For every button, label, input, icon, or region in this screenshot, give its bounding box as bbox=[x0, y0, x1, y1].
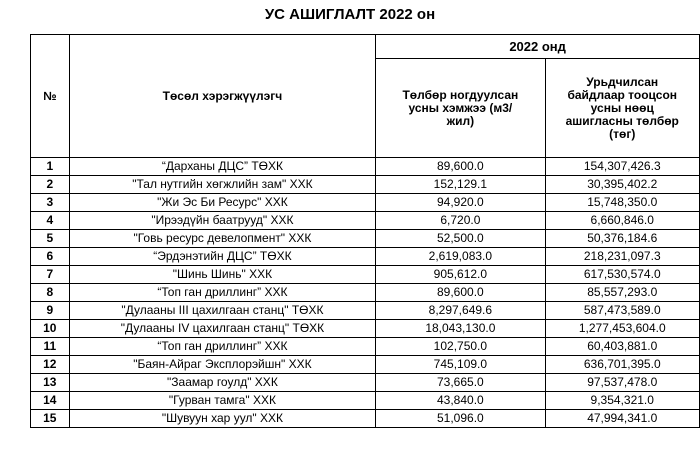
row-name: "Баян-Айраг Эксплорэйшн" ХХК bbox=[69, 356, 376, 374]
water-usage-table bbox=[30, 34, 700, 428]
row-fee: 60,403,881.0 bbox=[545, 338, 700, 356]
row-fee: 85,557,293.0 bbox=[545, 284, 700, 302]
row-number: 13 bbox=[31, 374, 70, 392]
row-fee: 218,231,097.3 bbox=[545, 248, 700, 266]
row-volume: 52,500.0 bbox=[376, 230, 545, 248]
row-volume: 89,600.0 bbox=[376, 284, 545, 302]
row-number: 8 bbox=[31, 284, 70, 302]
table-row bbox=[31, 194, 700, 212]
table-body bbox=[31, 158, 700, 428]
row-volume: 152,129.1 bbox=[376, 176, 545, 194]
row-number: 11 bbox=[31, 338, 70, 356]
row-fee: 47,994,341.0 bbox=[545, 410, 700, 428]
row-number: 7 bbox=[31, 266, 70, 284]
row-name: "Ирээдүйн баатрууд" ХХК bbox=[69, 212, 376, 230]
table-row bbox=[31, 356, 700, 374]
row-volume: 18,043,130.0 bbox=[376, 320, 545, 338]
table-row bbox=[31, 266, 700, 284]
column-header-fee bbox=[545, 59, 700, 158]
row-name: "Дулааны III цахилгаан станц" ТӨХК bbox=[69, 302, 376, 320]
row-number: 4 bbox=[31, 212, 70, 230]
row-volume: 102,750.0 bbox=[376, 338, 545, 356]
row-name: “Эрдэнэтийн ДЦС” ТӨХК bbox=[69, 248, 376, 266]
row-fee: 9,354,321.0 bbox=[545, 392, 700, 410]
row-number: 5 bbox=[31, 230, 70, 248]
row-name: "Шувуун хар уул" ХХК bbox=[69, 410, 376, 428]
column-header-volume bbox=[376, 59, 545, 158]
row-volume: 94,920.0 bbox=[376, 194, 545, 212]
table-row bbox=[31, 284, 700, 302]
row-number: 1 bbox=[31, 158, 70, 176]
row-fee: 154,307,426.3 bbox=[545, 158, 700, 176]
row-volume: 51,096.0 bbox=[376, 410, 545, 428]
table-row bbox=[31, 374, 700, 392]
row-volume: 2,619,083.0 bbox=[376, 248, 545, 266]
row-volume: 745,109.0 bbox=[376, 356, 545, 374]
row-volume: 905,612.0 bbox=[376, 266, 545, 284]
row-number: 15 bbox=[31, 410, 70, 428]
row-number: 10 bbox=[31, 320, 70, 338]
row-volume: 43,840.0 bbox=[376, 392, 545, 410]
row-name: "Говь ресурс девелопмент" ХХК bbox=[69, 230, 376, 248]
table-row bbox=[31, 410, 700, 428]
row-fee: 617,530,574.0 bbox=[545, 266, 700, 284]
row-name: "Заамар гоулд" ХХК bbox=[69, 374, 376, 392]
row-volume: 8,297,649.6 bbox=[376, 302, 545, 320]
row-number: 9 bbox=[31, 302, 70, 320]
column-header-volume-text: Төлбөр ногдуулсан усны хэмжээ (м3/жил) bbox=[402, 87, 519, 128]
row-fee: 636,701,395.0 bbox=[545, 356, 700, 374]
row-volume: 73,665.0 bbox=[376, 374, 545, 392]
page-title: УС АШИГЛАЛТ 2022 он bbox=[264, 6, 436, 23]
table-row bbox=[31, 320, 700, 338]
table-row bbox=[31, 158, 700, 176]
table-row bbox=[31, 212, 700, 230]
row-fee: 6,660,846.0 bbox=[545, 212, 700, 230]
table-header bbox=[31, 35, 700, 158]
row-name: "Шинь Шинь" ХХК bbox=[69, 266, 376, 284]
row-fee: 30,395,402.2 bbox=[545, 176, 700, 194]
table-row bbox=[31, 338, 700, 356]
row-fee: 97,537,478.0 bbox=[545, 374, 700, 392]
table-row bbox=[31, 176, 700, 194]
row-fee: 587,473,589.0 bbox=[545, 302, 700, 320]
row-name: "Дулааны IV цахилгаан станц" ТӨХК bbox=[69, 320, 376, 338]
row-number: 3 bbox=[31, 194, 70, 212]
column-header-num: № bbox=[31, 35, 70, 158]
row-fee: 50,376,184.6 bbox=[545, 230, 700, 248]
column-header-fee-text: Урьдчилсан байдлаар тооцсон усны нөөц ашигласны төлбөр (төг) bbox=[565, 74, 679, 141]
row-volume: 89,600.0 bbox=[376, 158, 545, 176]
row-name: “Топ ган дриллинг” ХХК bbox=[69, 338, 376, 356]
row-fee: 1,277,453,604.0 bbox=[545, 320, 700, 338]
row-name: "Тал нутгийн хөгжлийн зам" ХХК bbox=[69, 176, 376, 194]
row-name: "Гурван тамга" ХХК bbox=[69, 392, 376, 410]
table-row bbox=[31, 302, 700, 320]
row-fee: 15,748,350.0 bbox=[545, 194, 700, 212]
table-row bbox=[31, 230, 700, 248]
column-group-year: 2022 онд bbox=[376, 35, 700, 59]
row-number: 2 bbox=[31, 176, 70, 194]
row-volume: 6,720.0 bbox=[376, 212, 545, 230]
row-name: “Дарханы ДЦС” ТӨХК bbox=[69, 158, 376, 176]
row-name: "Жи Эс Би Ресурс" ХХК bbox=[69, 194, 376, 212]
table-row bbox=[31, 392, 700, 410]
row-number: 14 bbox=[31, 392, 70, 410]
row-name: “Топ ган дриллинг” ХХК bbox=[69, 284, 376, 302]
table-row bbox=[31, 248, 700, 266]
column-header-name: Төсөл хэрэгжүүлэгч bbox=[69, 35, 376, 158]
row-number: 6 bbox=[31, 248, 70, 266]
row-number: 12 bbox=[31, 356, 70, 374]
